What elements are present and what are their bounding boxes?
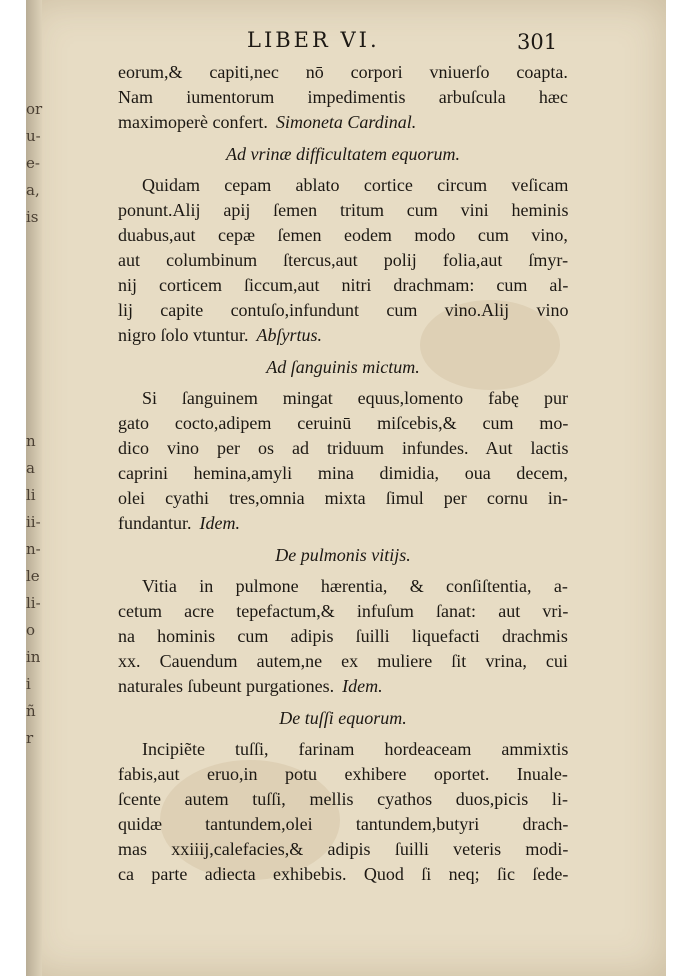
margin-bleed-fragment: r [26,729,34,747]
text-line [118,273,568,298]
margin-bleed-fragment: in [26,648,41,666]
text-line [118,737,568,762]
line-text: ca parte adiecta exhibebis. Quod ſi neq; ſic ſede- [118,864,568,884]
line-text: duabus,aut cepæ ſemen eodem modo cum vino, [118,225,568,245]
paragraph-last-line [118,674,568,699]
line-text: ponunt.Alij apij ſemen tritum cum vini heminis [118,200,568,220]
line-text: na hominis cum adipis ſuilli liquefacti drachmis [118,626,568,646]
section-heading [118,352,568,382]
text-line [118,461,568,486]
section-heading-text: Ad vrinæ difficultatem equorum. [226,144,460,164]
line-text: fundantur. [118,513,192,533]
text-line [118,436,568,461]
line-text: mas xxiiij,calefacies,& adipis ſuilli veteris modi- [118,839,568,859]
line-text: naturales ſubeunt purgationes. [118,676,335,696]
section-heading [118,540,568,570]
text-line [118,60,568,85]
source-attribution: Idem. [199,513,240,533]
line-text: Quidam cepam ablato cortice circum veſicam [142,175,568,195]
line-text: Vitia in pulmone hærentia, & conſiſtentia, a- [142,576,568,596]
section-heading [118,703,568,733]
text-line [118,649,568,674]
text-line [118,223,568,248]
text-line [118,85,568,110]
line-text: nigro ſolo vtuntur. [118,325,249,345]
text-line [118,862,568,887]
page-number: 301 [517,30,558,54]
line-text: eorum,& capiti,nec nō corpori vniuerſo coapta. [118,62,568,82]
text-line [118,624,568,649]
text-line [118,599,568,624]
margin-bleed-fragment: a, [26,181,40,199]
line-text: Nam iumentorum impedimentis arbuſcula hæc [118,87,568,107]
text-line [118,837,568,862]
text-line [118,386,568,411]
margin-bleed-fragment: li- [26,594,41,612]
section-heading [118,139,568,169]
margin-bleed-fragment: i [26,675,31,693]
section-heading-text: De tuſſi equorum. [279,708,407,728]
text-line [118,812,568,837]
text-block [118,60,568,887]
text-line [118,574,568,599]
text-line [118,248,568,273]
line-text: maximoperè confert. [118,112,268,132]
running-head: LIBER VI. [247,28,380,52]
margin-bleed-fragment: is [26,208,39,226]
margin-bleed-fragment: e- [26,154,40,172]
text-line [118,787,568,812]
margin-bleed-fragment: o [26,621,36,639]
line-text: Incipiẽte tuſſi, farinam hordeaceam ammixtis [142,739,568,759]
margin-bleed-upper [26,96,43,231]
line-text: caprini hemina,amyli mina dimidia, oua decem, [118,463,568,483]
section-heading-text: Ad ſanguinis mictum. [266,357,420,377]
margin-bleed-fragment: ñ [26,702,36,720]
margin-bleed-fragment: li [26,486,36,504]
text-line [118,173,568,198]
margin-bleed-fragment: u- [26,127,41,145]
paragraph-last-line [118,110,568,135]
margin-bleed-fragment: n- [26,540,41,558]
section-heading-text: De pulmonis vitijs. [275,545,411,565]
source-attribution: Abſyrtus. [256,325,322,345]
margin-bleed-fragment: a [26,459,35,477]
text-line [118,298,568,323]
line-text: dico vino per os ad triduum infundes. Aut lactis [118,438,568,458]
margin-bleed-lower [26,428,41,752]
margin-bleed-fragment: ii- [26,513,41,531]
margin-bleed-fragment: n [26,432,36,450]
line-text: quidæ tantundem,olei tantundem,butyri drach- [118,814,568,834]
line-text: olei cyathi tres,omnia mixta ſimul per cornu in- [118,488,568,508]
text-line [118,762,568,787]
line-text: gato cocto,adipem ceruinū miſcebis,& cum mo- [118,413,568,433]
text-line [118,411,568,436]
margin-bleed-fragment: or [26,100,43,118]
text-line [118,198,568,223]
line-text: cetum acre tepefactum,& infuſum ſanat: aut vri- [118,601,568,621]
margin-bleed-fragment: le [26,567,40,585]
paragraph-last-line [118,511,568,536]
line-text: fabis,aut eruo,in potu exhibere oportet. Inuale- [118,764,568,784]
line-text: nij corticem ſiccum,aut nitri drachmam: cum al- [118,275,568,295]
line-text: xx. Cauendum autem,ne ex muliere ſit vrina, cui [118,651,568,671]
paragraph-last-line [118,323,568,348]
source-attribution: Idem. [342,676,383,696]
line-text: ſcente autem tuſſi, mellis cyathos duos,picis li- [118,789,568,809]
line-text: lij capite contuſo,infundunt cum vino.Alij vino [118,300,568,320]
line-text: Si ſanguinem mingat equus,lomento fabę pur [142,388,568,408]
text-line [118,486,568,511]
source-attribution: Simoneta Cardinal. [275,112,417,132]
line-text: aut columbinum ſtercus,aut polij folia,aut ſmyr- [118,250,568,270]
